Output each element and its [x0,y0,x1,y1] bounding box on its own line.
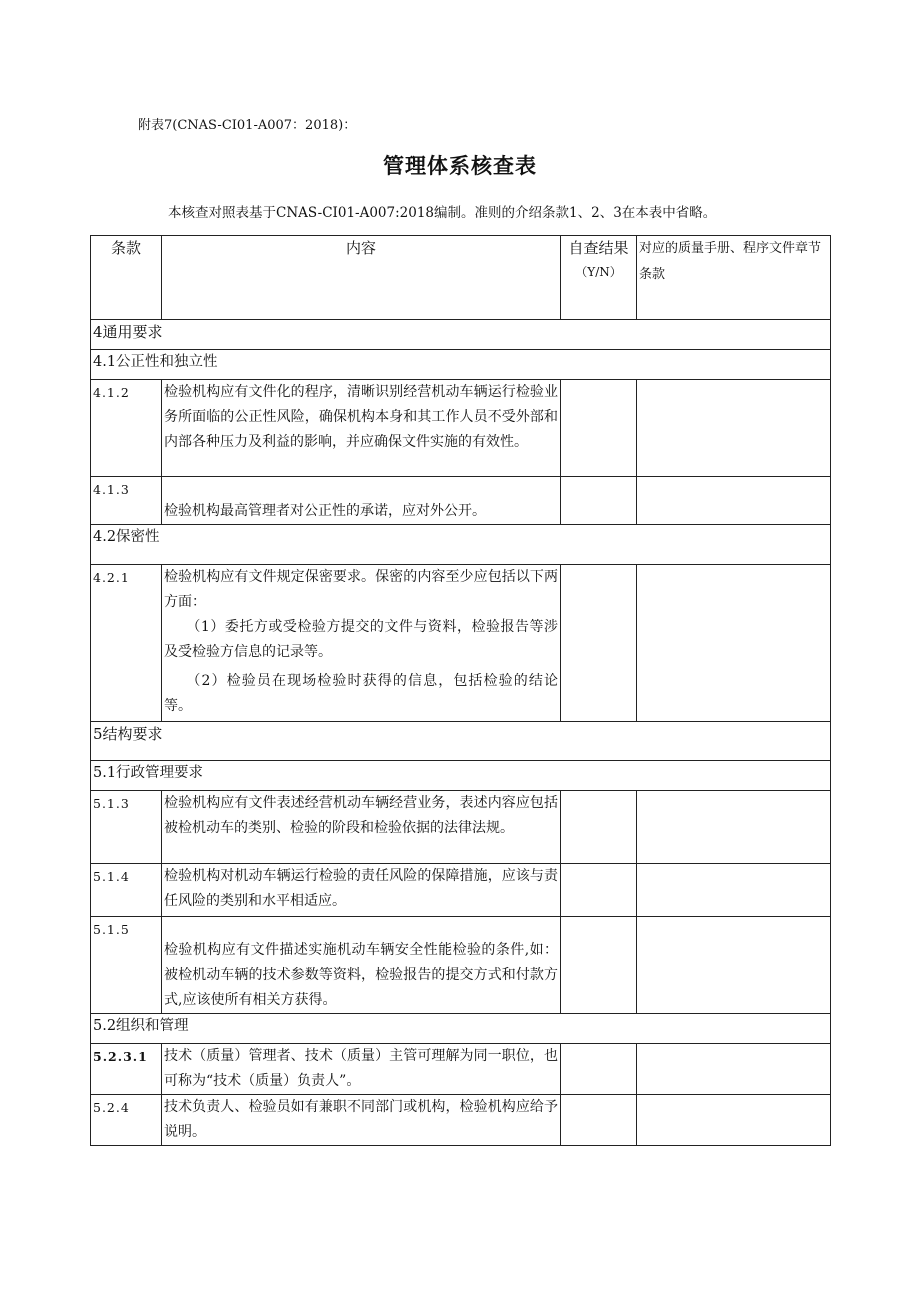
table-row [91,477,831,525]
clause-content: 检验机构最高管理者对公正性的承诺，应对外公开。 [162,477,561,525]
header-content: 内容 [162,236,561,320]
section-title: 4通用要求 [91,320,831,350]
clause-content-lead: 检验机构应有文件规定保密要求。保密的内容至少应包括以下两方面： [164,569,558,610]
subsection-title: 4.1公正性和独立性 [91,350,831,380]
reference-cell[interactable] [637,864,831,917]
header-self-check-sub: （Y/N） [575,265,622,279]
clause-content: 技术（质量）管理者、技术（质量）主管可理解为同一职位，也可称为“技术（质量）负责人”。 [162,1044,561,1095]
table-row [91,1044,831,1095]
reference-cell[interactable] [637,1095,831,1146]
clause-number: 5.2.4 [91,1095,162,1146]
self-check-cell[interactable] [561,1095,637,1146]
clause-number: 5.1.4 [91,864,162,917]
clause-content: 检验机构应有文件描述实施机动车辆安全性能检验的条件,如：被检机动车辆的技术参数等资料，检验报告的提交方式和付款方式,应该使所有相关方获得。 [162,917,561,1014]
clause-content-item-1: （1）委托方或受检验方提交的文件与资料，检验报告等涉及受检验方信息的记录等。 [164,619,558,660]
self-check-cell[interactable] [561,791,637,864]
section-row-4 [91,320,831,350]
self-check-cell[interactable] [561,1044,637,1095]
clause-content: 检验机构对机动车辆运行检验的责任风险的保障措施，应该与责任风险的类别和水平相适应。 [162,864,561,917]
subsection-row-4-1 [91,350,831,380]
section-row-5 [91,722,831,761]
header-reference: 对应的质量手册、程序文件章节条款 [637,236,831,320]
clause-content [162,565,561,722]
self-check-cell[interactable] [561,477,637,525]
clause-content: 检验机构应有文件化的程序，清晰识别经营机动车辆运行检验业务所面临的公正性风险，确保机构本身和其工作人员不受外部和内部各种压力及利益的影响，并应确保文件实施的有效性。 [162,380,561,477]
appendix-label: 附表7(CNAS-CI01-A007：2018)： [138,118,357,133]
subsection-title: 4.2保密性 [91,525,831,565]
table-row [91,380,831,477]
section-title: 5结构要求 [91,722,831,761]
subsection-row-5-1 [91,761,831,791]
clause-content-item-2: （2）检验员在现场检验时获得的信息，包括检验的结论等。 [164,673,558,714]
self-check-cell[interactable] [561,864,637,917]
reference-cell[interactable] [637,380,831,477]
subsection-row-5-2 [91,1014,831,1044]
table-row [91,565,831,722]
reference-cell[interactable] [637,565,831,722]
intro-text: 本核查对照表基于CNAS-CI01-A007:2018编制。准则的介绍条款1、2、3在本表中省略。 [168,205,717,221]
table-row [91,1095,831,1146]
reference-cell[interactable] [637,477,831,525]
checklist-table [90,235,831,1146]
clause-content: 检验机构应有文件表述经营机动车辆经营业务，表述内容应包括被检机动车的类别、检验的阶段和检验依据的法律法规。 [162,791,561,864]
table-row [91,791,831,864]
table-header-row [91,236,831,320]
clause-content: 技术负责人、检验员如有兼职不同部门或机构，检验机构应给予说明。 [162,1095,561,1146]
clause-number: 5.1.3 [91,791,162,864]
clause-number: 5.1.5 [91,917,162,1014]
subsection-row-4-2 [91,525,831,565]
clause-number: 4.2.1 [91,565,162,722]
page-title: 管理体系核查表 [383,154,537,178]
table-row [91,917,831,1014]
header-self-check-label: 自查结果 [568,239,629,257]
header-clause: 条款 [91,236,162,320]
self-check-cell[interactable] [561,565,637,722]
subsection-title: 5.2组织和管理 [91,1014,831,1044]
table-row [91,864,831,917]
self-check-cell[interactable] [561,917,637,1014]
clause-number: 4.1.2 [91,380,162,477]
reference-cell[interactable] [637,1044,831,1095]
header-self-check [561,236,637,320]
reference-cell[interactable] [637,917,831,1014]
reference-cell[interactable] [637,791,831,864]
clause-number: 5.2.3.1 [91,1044,162,1095]
subsection-title: 5.1行政管理要求 [91,761,831,791]
clause-number: 4.1.3 [91,477,162,525]
self-check-cell[interactable] [561,380,637,477]
